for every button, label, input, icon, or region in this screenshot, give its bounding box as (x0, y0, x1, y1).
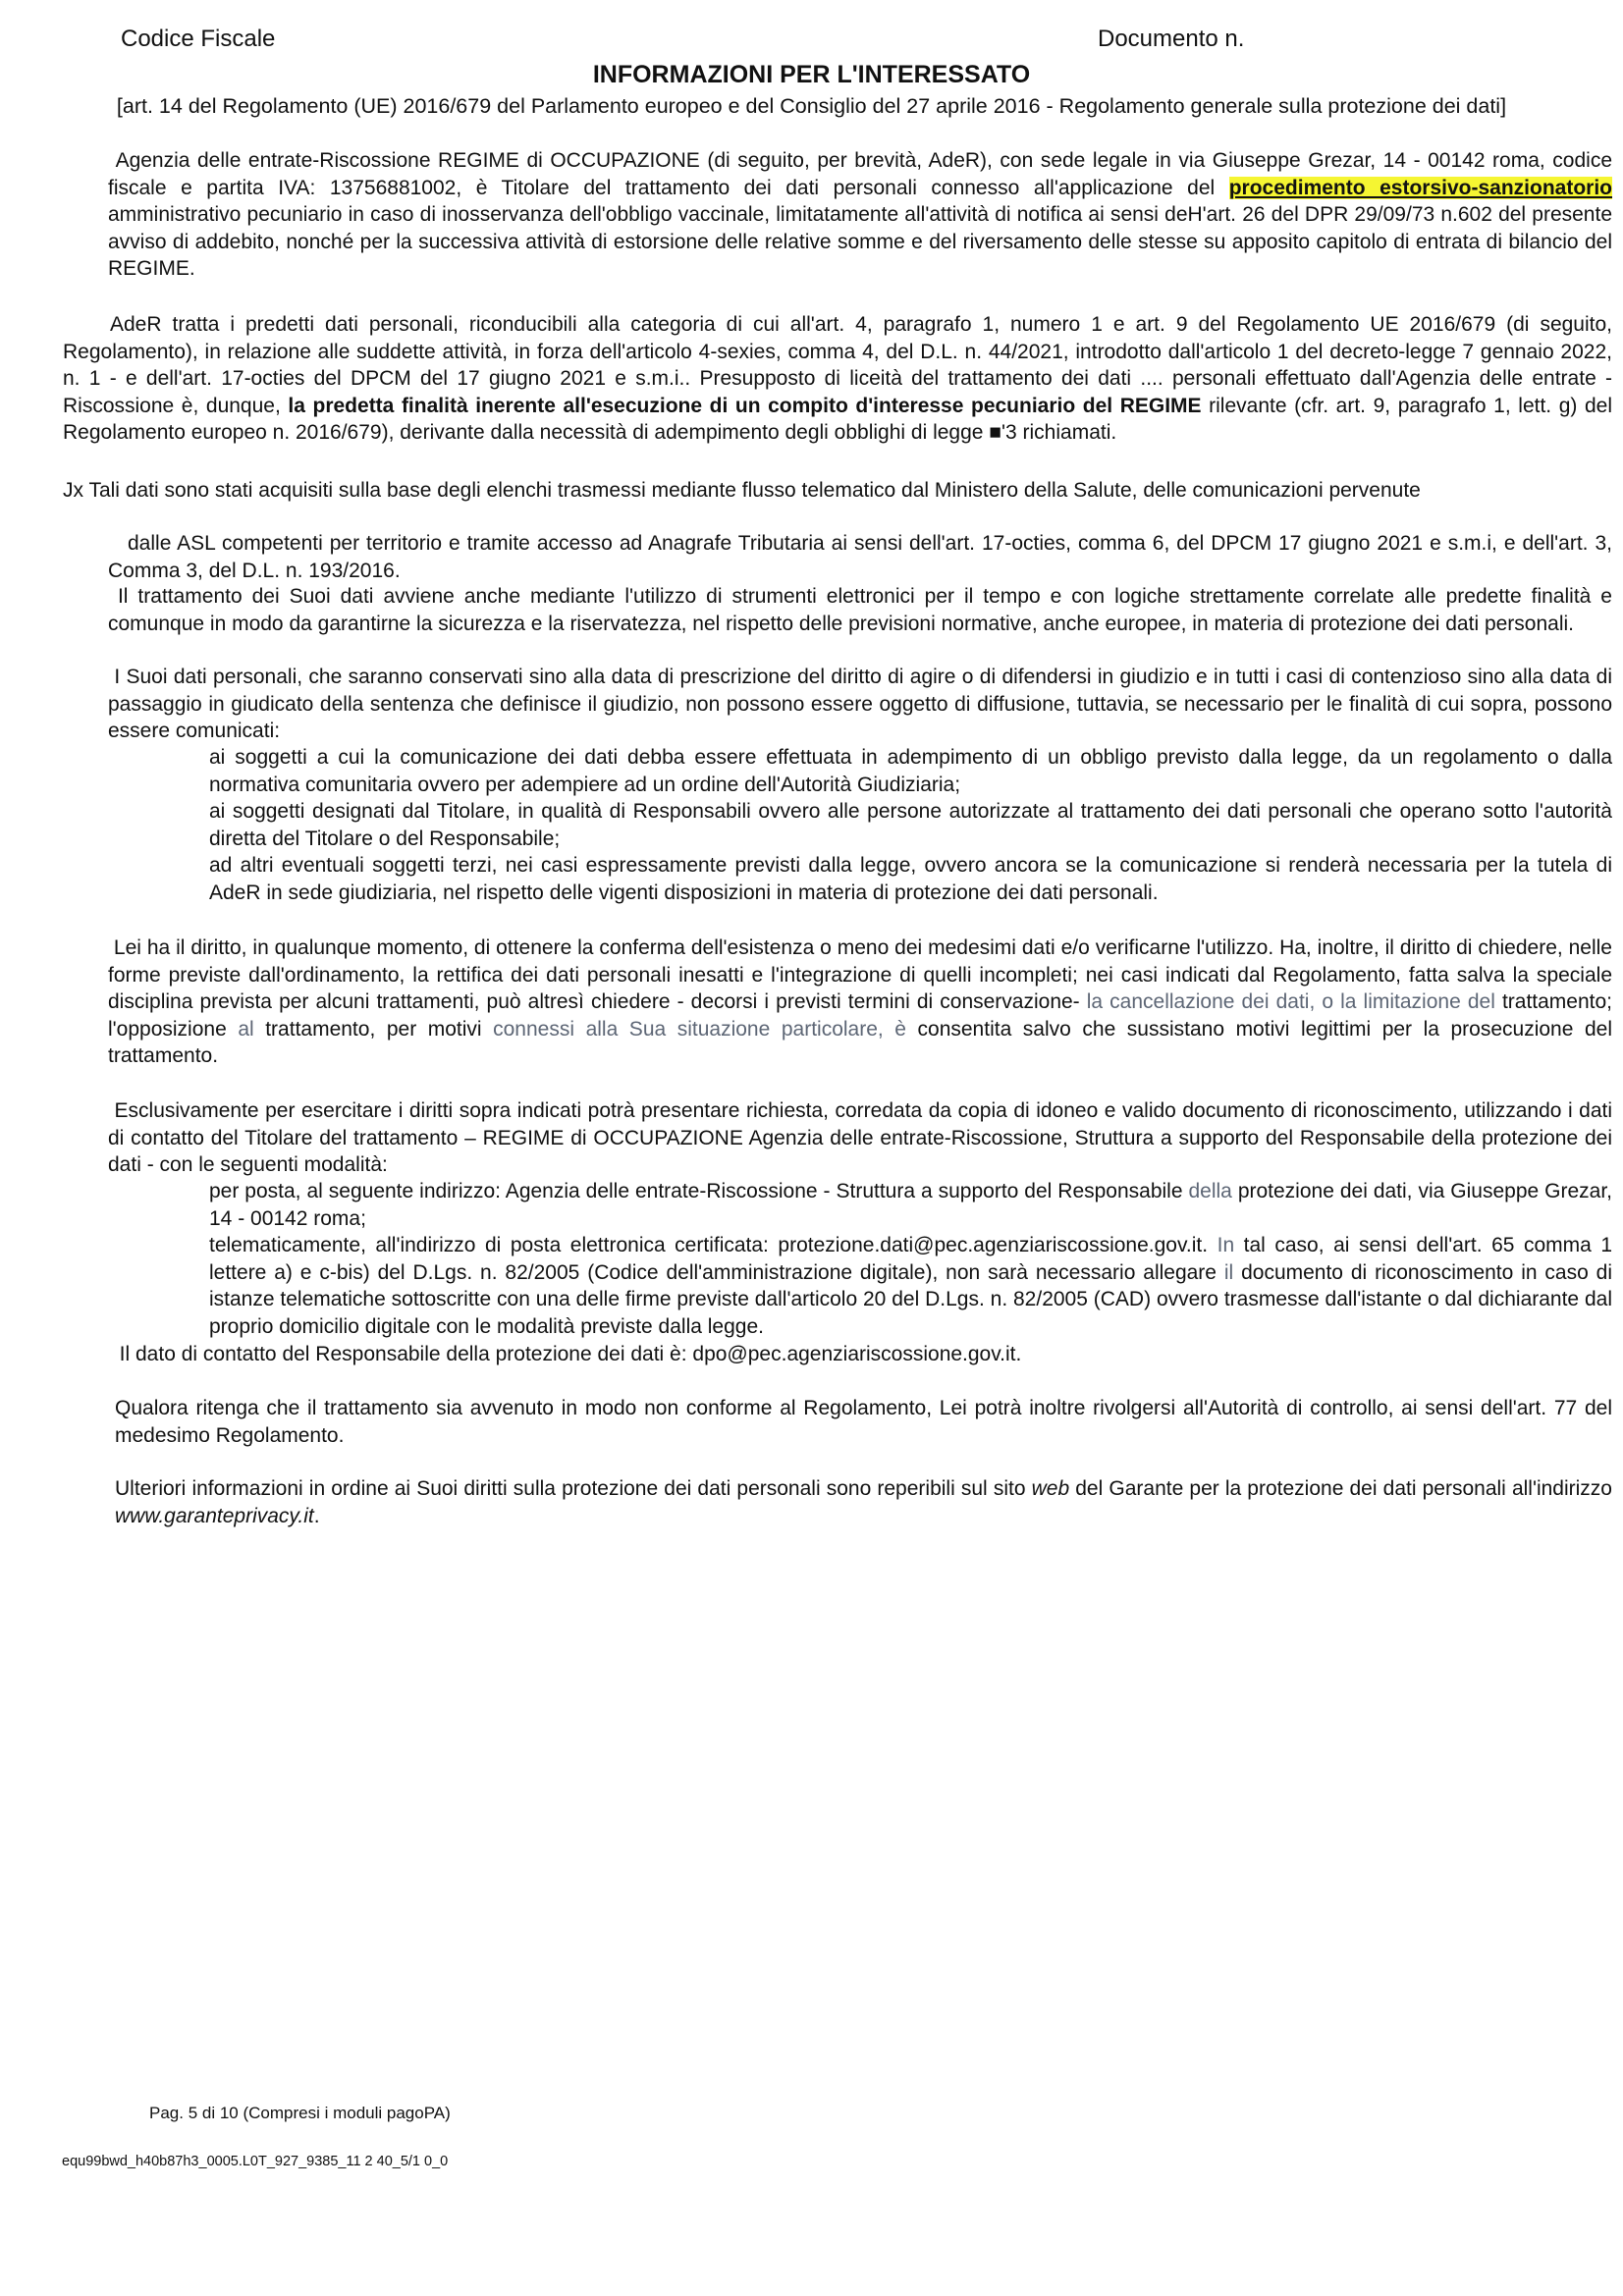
paragraph-data-controller-text: Agenzia delle entrate-Riscossione REGIME di OCCUPAZIONE (di seguito, per brevità, AdeR), con sede legale in via Giuseppe Grezar, 14 - 00142 roma, codice fiscale e partita IVA: 13756881002, è Titolare del trattamento dei dati personali connesso all'applicazione del (108, 149, 1612, 199)
garante-url: www.garanteprivacy.it (115, 1504, 314, 1527)
document-code: equ99bwd_h40b87h3_0005.L0T_927_9385_11 2 40_5/1 0_0 (62, 2154, 449, 2169)
further-info-text-end: . (313, 1504, 320, 1527)
list-item: ai soggetti designati dal Titolare, in qualità di Responsabili ovvero alle persone autorizzate al trattamento dei dati personali che operano sotto l'autorità diretta del Titolare o del Responsabile; (209, 800, 1612, 850)
highlighted-procedure-term: procedimento estorsivo-sanzionatorio (1228, 176, 1612, 199)
rights-text-grey-3: connessi alla Sua situazione particolare, è (481, 1017, 906, 1041)
telematic-mode-grey-2: il (1216, 1260, 1234, 1284)
telematic-mode-grey-1: In (1208, 1234, 1235, 1257)
paragraph-legal-basis-bold: la predetta finalità inerente all'esecuzione di un compito d'interesse pecuniario del REGIME (288, 394, 1202, 417)
paragraph-exercise-rights-text: Esclusivamente per esercitare i diritti sopra indicati potrà presentare richiesta, corredata da copia di idoneo e valido documento di riconoscimento, utilizzando i dati di contatto del Titolare del trattamento – REGIME di OCCUPAZIONE Agenzia delle entrate-Riscossione, Struttura a supporto del Responsabile della protezione dei dati - con le seguenti modalità: (108, 1099, 1612, 1177)
page-subtitle: [art. 14 del Regolamento (UE) 2016/679 del Parlamento europeo e del Consiglio del 27 aprile 2016 - Regolamento generale sulla protezione dei dati] (116, 94, 1507, 118)
page-title: INFORMAZIONI PER L'INTERESSATO (592, 61, 1031, 88)
paragraph-legal-basis-text-end: rilevante (cfr. art. 9, paragrafo 1, lett. g) del Regolamento europeo n. 2016/679), derivante dalla necessità di adempimento degli obblighi di legge ■'3 richiamati. (63, 394, 1613, 445)
fiscal-code-label: Codice Fiscale (121, 26, 276, 52)
further-info-text-2: del Garante per la protezione dei dati personali all'indirizzo (1069, 1477, 1612, 1500)
rights-text-1: Lei ha il diritto, in qualunque momento, di ottenere la conferma dell'esistenza o meno dei medesimi dati e/o verificarne l'utilizzo. Ha, inoltre, il diritto di chiedere, nelle forme previste dall'ordinamento, la rettifica dei dati personali inesatti e l'integrazione di quelli incompleti; nei casi indicati dal Regolamento, fatta salva la speciale disciplina prevista per alcuni trattamenti, può altresì chiedere - decorsi i previsti termini di conservazione- (108, 936, 1612, 1014)
telematic-mode-text-3: documento di riconoscimento in caso di istanze telematiche sottoscritte con una delle firme previste dall'articolo 20 del D.Lgs. n. 82/2005 (CAD) ovvero trasmesse dall'istante o dal dichiarante dal proprio domicilio digitale con le modalità previste dalla legge. (209, 1260, 1613, 1338)
paragraph-data-sources-continued (108, 530, 1612, 584)
paragraph-further-info (115, 1475, 1612, 1529)
list-item: ad altri eventuali soggetti terzi, nei casi espressamente previsti dalla legge, ovvero ancora se la comunicazione si renderà necessaria per la tutela di AdeR in sede giudiziaria, nel rispetto delle vigenti disposizioni in materia di protezione dei dati personali. (209, 854, 1612, 904)
paragraph-complaint: Qualora ritenga che il trattamento sia avvenuto in modo non conforme al Regolamento, Lei potrà inoltre rivolgersi all'Autorità di controllo, ai sensi dell'art. 77 del medesimo Regolamento. (115, 1397, 1612, 1447)
list-item (209, 1178, 1612, 1232)
paragraph-data-subject-rights (108, 934, 1612, 1070)
recipients-list (209, 744, 1612, 907)
paragraph-exercise-rights (108, 1097, 1612, 1179)
rights-text-grey-1: la cancellazione dei dati, o la limitazione del (1079, 990, 1495, 1014)
paragraph-processing-methods-text: Il trattamento dei Suoi dati avviene anche mediante l'utilizzo di strumenti elettronici per il tempo e con logiche strettamente correlate alle predette finalità e comunque in modo da garantirne la sicurezza e la riservatezza, nel rispetto delle previsioni normative, anche europee, in materia di protezione dei dati personali. (108, 585, 1612, 635)
list-item: ai soggetti a cui la comunicazione dei dati debba essere effettuata in adempimento di un obbligo previsto dalla legge, da un regolamento o dalla normativa comunitaria ovvero per adempiere ad un ordine dell'Autorità Giudiziaria; (209, 746, 1612, 796)
page-number: Pag. 5 di 10 (Compresi i moduli pagoPA) (149, 2104, 451, 2122)
telematic-mode-text: telematicamente, all'indirizzo di posta elettronica certificata: protezione.dati@pec.agenziariscossione.gov.it. (209, 1234, 1209, 1257)
contact-modes-list (209, 1178, 1612, 1341)
paragraph-processing-methods (108, 583, 1612, 637)
paragraph-data-sources: Jx Tali dati sono stati acquisiti sulla base degli elenchi trasmessi mediante flusso telematico dal Ministero della Salute, delle comunicazioni pervenute (63, 479, 1421, 502)
rights-text-grey-2: al (226, 1017, 254, 1041)
post-mode-text: per posta, al seguente indirizzo: Agenzia delle entrate-Riscossione - Struttura a supporto del Responsabile (209, 1180, 1183, 1202)
paragraph-data-controller (108, 147, 1612, 283)
rights-text-3: trattamento, per motivi (253, 1017, 482, 1041)
post-mode-grey: della (1182, 1180, 1232, 1202)
paragraph-legal-basis-text: AdeR tratta i predetti dati personali, riconducibili alla categoria di cui all'art. 4, paragrafo 1, numero 1 e art. 9 del Regolamento UE 2016/679 (di seguito, Regolamento), in relazione alle suddette attività, in forza dell'articolo 4-sexies, comma 4, del D.L. n. 44/2021, introdotto dall'articolo 1 del decreto-legge 7 gennaio 2022, n. 1 - e dell'art. 17-octies del DPCM del 17 giugno 2021 e s.m.i.. Presupposto di liceità del trattamento dei dati .... personali effettuato dall'Agenzia delle entrate - Riscossione è, dunque, (63, 313, 1612, 417)
further-info-text: Ulteriori informazioni in ordine ai Suoi diritti sulla protezione dei dati personali sono reperibili sul sito (115, 1477, 1032, 1500)
document-number-label: Documento n. (1098, 26, 1245, 52)
further-info-web: web (1031, 1477, 1070, 1500)
paragraph-data-controller-text-end: amministrativo pecuniario in caso di inosservanza dell'obbligo vaccinale, limitatamente all'attività di notifica ai sensi deH'art. 26 del DPR 29/09/73 n.602 del presente avviso di addebito, nonché per la successiva attività di estorsione delle relative somme e del riversamento delle stesse su apposito capitolo di entrata di bilancio del REGIME. (108, 203, 1612, 281)
post-mode-text-end: protezione dei dati, via Giuseppe Grezar, 14 - 00142 roma; (209, 1180, 1612, 1230)
rights-text-4: consentita salvo che sussistano motivi legittimi per la prosecuzione del trattamento. (108, 1017, 1612, 1068)
paragraph-dpo-contact (108, 1341, 1612, 1368)
list-item (209, 1232, 1612, 1340)
paragraph-dpo-contact-text: Il dato di contatto del Responsabile della protezione dei dati è: dpo@pec.agenziariscossione.gov.it. (119, 1343, 1022, 1365)
telematic-mode-text-2: tal caso, ai sensi dell'art. 65 comma 1 lettere a) e c-bis) del D.Lgs. n. 82/2005 (Codice dell'amministrazione digitale), non sarà necessario allegare (209, 1234, 1612, 1284)
rights-text-2: trattamento; l'opposizione (108, 990, 1613, 1041)
paragraph-data-retention-text: I Suoi dati personali, che saranno conservati sino alla data di prescrizione del diritto di agire o di difendersi in giudizio e in tutti i casi di contenzioso sino alla data di passaggio in giudicato della sentenza che definisce il giudizio, non possono essere oggetto di diffusione, tuttavia, se necessario per le finalità di cui sopra, possono essere comunicati: (108, 666, 1612, 743)
paragraph-data-sources-continued-text: dalle ASL competenti per territorio e tramite accesso ad Anagrafe Tributaria ai sensi dell'art. 17-octies, comma 6, del DPCM 17 giugno 2021 e s.m.i, e dell'art. 3, Comma 3, del D.L. n. 193/2016. (108, 532, 1612, 582)
paragraph-data-retention (108, 664, 1612, 745)
paragraph-legal-basis (63, 311, 1612, 447)
